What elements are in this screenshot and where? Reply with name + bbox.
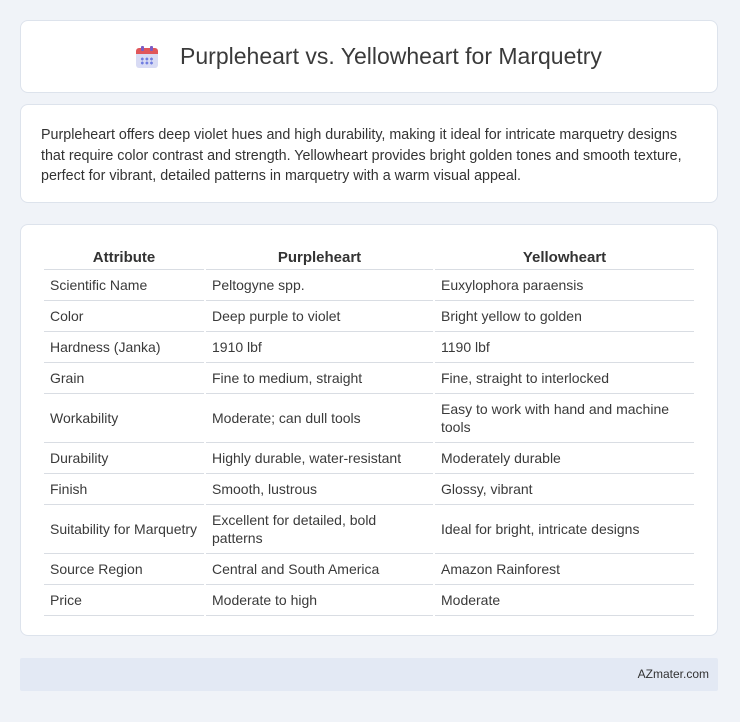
comparison-table (42, 245, 696, 616)
page-title: Purpleheart vs. Yellowheart for Marquetry (180, 43, 602, 69)
table-row (44, 474, 694, 505)
cell-attribute: Price (44, 585, 204, 616)
table-row (44, 394, 694, 443)
header-purpleheart: Purpleheart (206, 245, 433, 270)
cell-attribute: Durability (44, 443, 204, 474)
cell-yellowheart: Moderate (435, 585, 694, 616)
cell-yellowheart: Ideal for bright, intricate designs (435, 505, 694, 554)
cell-yellowheart: 1190 lbf (435, 332, 694, 363)
table-row (44, 270, 694, 301)
cell-yellowheart: Moderately durable (435, 443, 694, 474)
table-header-row (44, 245, 694, 270)
cell-yellowheart: Fine, straight to interlocked (435, 363, 694, 394)
cell-attribute: Finish (44, 474, 204, 505)
table-row (44, 554, 694, 585)
table-row (44, 332, 694, 363)
table-row (44, 301, 694, 332)
footer-bar (20, 658, 718, 691)
description-text: Purpleheart offers deep violet hues and high durability, making it ideal for intricate marquetry designs that require color contrast and strength. Yellowheart provides bright golden tones and smooth texture, perfect for vibrant, detailed patterns in marquetry with a warm visual appeal. (41, 127, 682, 184)
cell-purpleheart: Smooth, lustrous (206, 474, 433, 505)
table-row (44, 505, 694, 554)
cell-purpleheart: 1910 lbf (206, 332, 433, 363)
table-row (44, 363, 694, 394)
cell-purpleheart: Excellent for detailed, bold patterns (206, 505, 433, 554)
cell-purpleheart: Moderate; can dull tools (206, 394, 433, 443)
footer-brand: AZmater.com (637, 667, 709, 681)
cell-yellowheart: Amazon Rainforest (435, 554, 694, 585)
cell-purpleheart: Deep purple to violet (206, 301, 433, 332)
calendar-icon (136, 46, 158, 68)
cell-attribute: Grain (44, 363, 204, 394)
cell-purpleheart: Central and South America (206, 554, 433, 585)
cell-purpleheart: Moderate to high (206, 585, 433, 616)
table-row (44, 585, 694, 616)
comparison-table-card (20, 224, 718, 636)
cell-attribute: Suitability for Marquetry (44, 505, 204, 554)
cell-yellowheart: Euxylophora paraensis (435, 270, 694, 301)
title-card (20, 20, 718, 93)
header-yellowheart: Yellowheart (435, 245, 694, 270)
cell-purpleheart: Peltogyne spp. (206, 270, 433, 301)
cell-purpleheart: Fine to medium, straight (206, 363, 433, 394)
cell-attribute: Workability (44, 394, 204, 443)
table-row (44, 443, 694, 474)
cell-yellowheart: Easy to work with hand and machine tools (435, 394, 694, 443)
cell-attribute: Color (44, 301, 204, 332)
cell-attribute: Scientific Name (44, 270, 204, 301)
header-attribute: Attribute (44, 245, 204, 270)
cell-yellowheart: Glossy, vibrant (435, 474, 694, 505)
cell-attribute: Source Region (44, 554, 204, 585)
cell-purpleheart: Highly durable, water-resistant (206, 443, 433, 474)
cell-attribute: Hardness (Janka) (44, 332, 204, 363)
cell-yellowheart: Bright yellow to golden (435, 301, 694, 332)
description-card (20, 104, 718, 203)
